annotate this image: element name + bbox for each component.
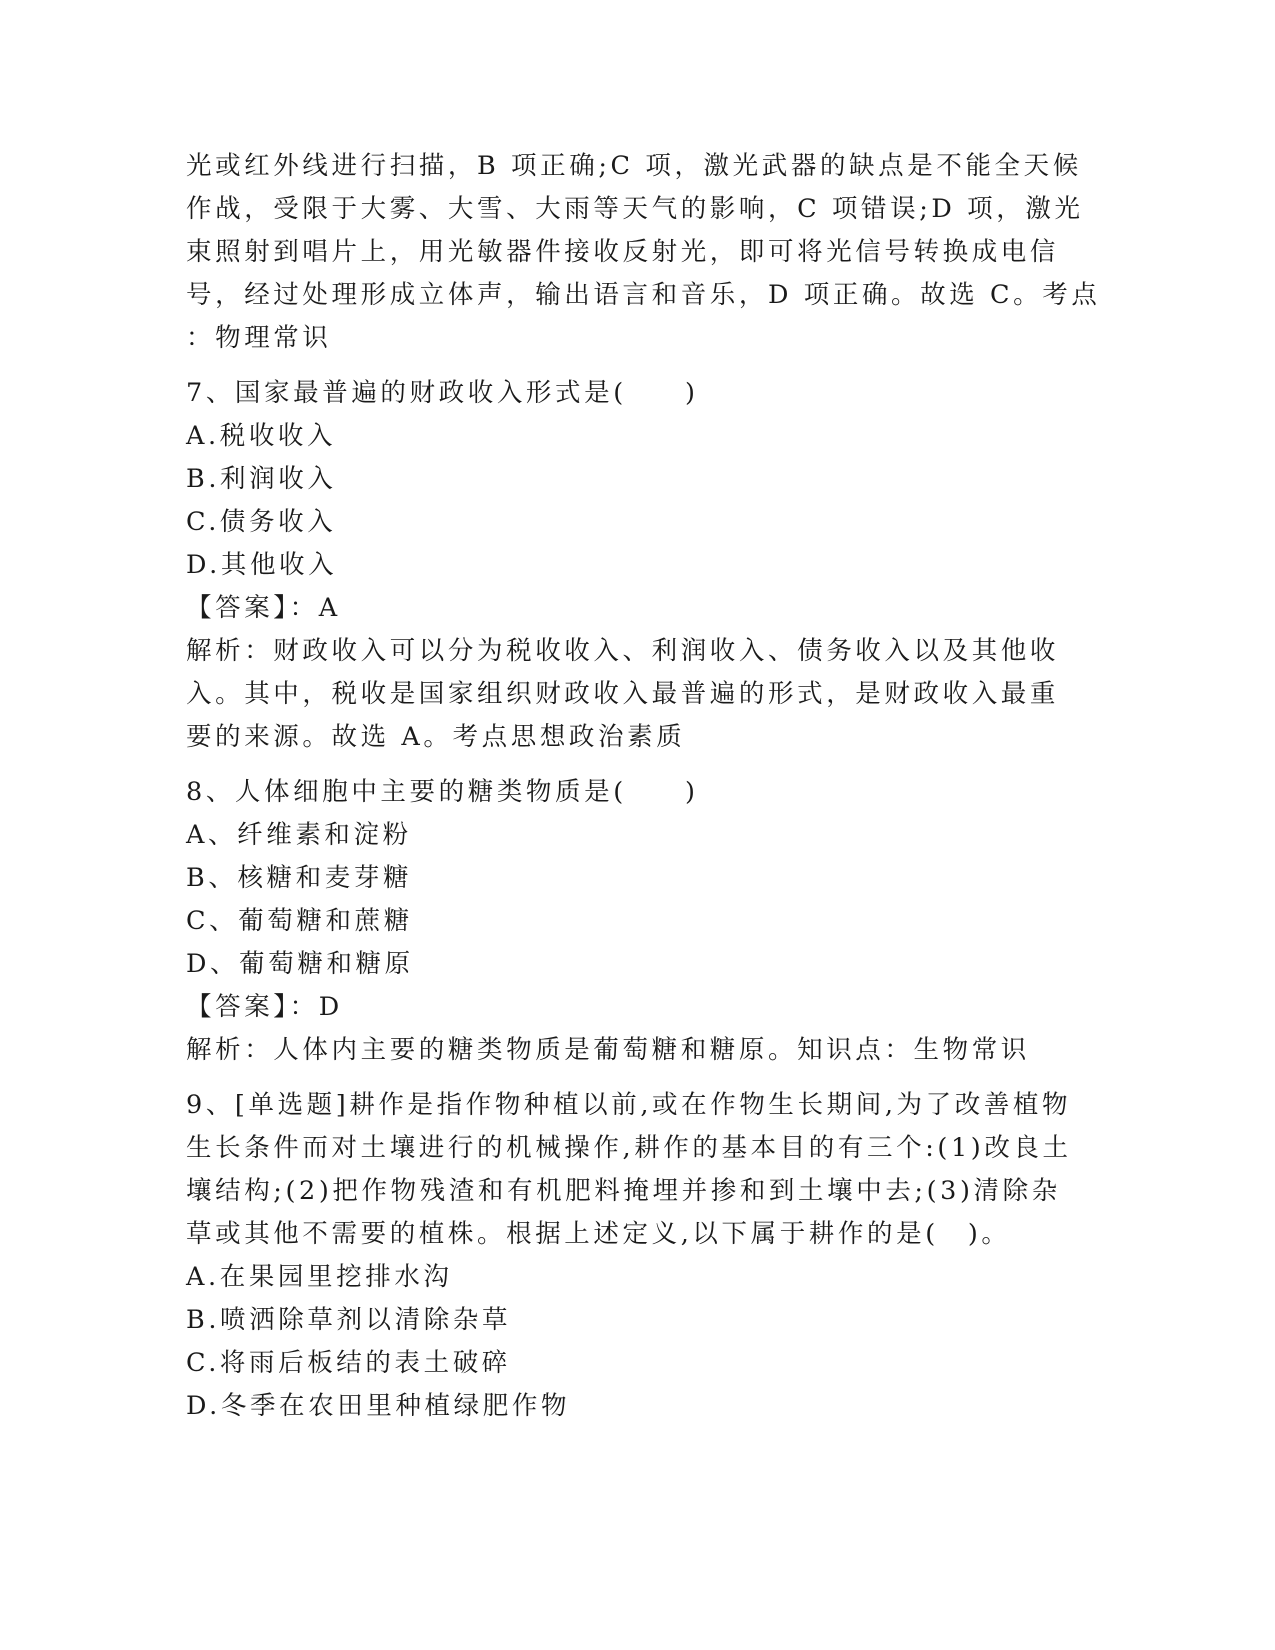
explanation-line: 束照射到唱片上，用光敏器件接收反射光，即可将光信号转换成电信 [186,237,1060,267]
option-d: D.冬季在农田里种植绿肥作物 [186,1391,571,1421]
question-9 [186,1084,1086,1428]
question-7 [186,372,1086,759]
document-body [186,145,1101,1428]
option-a: A.在果园里挖排水沟 [186,1262,453,1292]
option-c: C.债务收入 [186,507,337,537]
explanation-line: 解析：财政收入可以分为税收收入、利润收入、债务收入以及其他收 [186,636,1060,666]
question-stem: 8、人体细胞中主要的糖类物质是( ) [186,777,699,807]
spacer [186,759,1086,771]
option-a: A、纤维素和淀粉 [186,820,412,850]
option-c: C.将雨后板结的表土破碎 [186,1348,511,1378]
question-stem: 7、国家最普遍的财政收入形式是( ) [186,378,699,408]
explanation-line: 号，经过处理形成立体声，输出语言和音乐，D 项正确。故选 C。考点 [186,280,1101,310]
question-stem: 壤结构;(2)把作物残渣和有机肥料掩埋并掺和到土壤中去;(3)清除杂 [186,1176,1061,1206]
explanation-line: 要的来源。故选 A。考点思想政治素质 [186,722,686,752]
spacer [186,1072,1086,1084]
explanation-line: 光或红外线进行扫描，B 项正确;C 项，激光武器的缺点是不能全天候 [186,151,1082,181]
option-d: D.其他收入 [186,550,338,580]
answer: 【答案】：A [186,593,341,623]
option-a: A.税收收入 [186,421,337,451]
question-8 [186,771,1086,1072]
question-stem: 草或其他不需要的植株。根据上述定义,以下属于耕作的是( )。 [186,1219,1011,1249]
question-stem: 9、[单选题]耕作是指作物种植以前,或在作物生长期间,为了改善植物 [186,1090,1072,1120]
spacer [186,360,1086,372]
option-b: B.利润收入 [186,464,337,494]
option-b: B、核糖和麦芽糖 [186,863,413,893]
question-stem: 生长条件而对土壤进行的机械操作,耕作的基本目的有三个:(1)改良土 [186,1133,1072,1163]
option-c: C、葡萄糖和蔗糖 [186,906,413,936]
explanation-line: 作战，受限于大雾、大雪、大雨等天气的影响，C 项错误;D 项，激光 [186,194,1084,224]
option-b: B.喷洒除草剂以清除杂草 [186,1305,512,1335]
answer: 【答案】：D [186,992,343,1022]
previous-explanation [186,145,1101,360]
explanation-line: ：物理常识 [186,323,332,353]
option-d: D、葡萄糖和糖原 [186,949,414,979]
explanation-line: 解析：人体内主要的糖类物质是葡萄糖和糖原。知识点：生物常识 [186,1035,1030,1065]
explanation-line: 入。其中，税收是国家组织财政收入最普遍的形式，是财政收入最重 [186,679,1060,709]
